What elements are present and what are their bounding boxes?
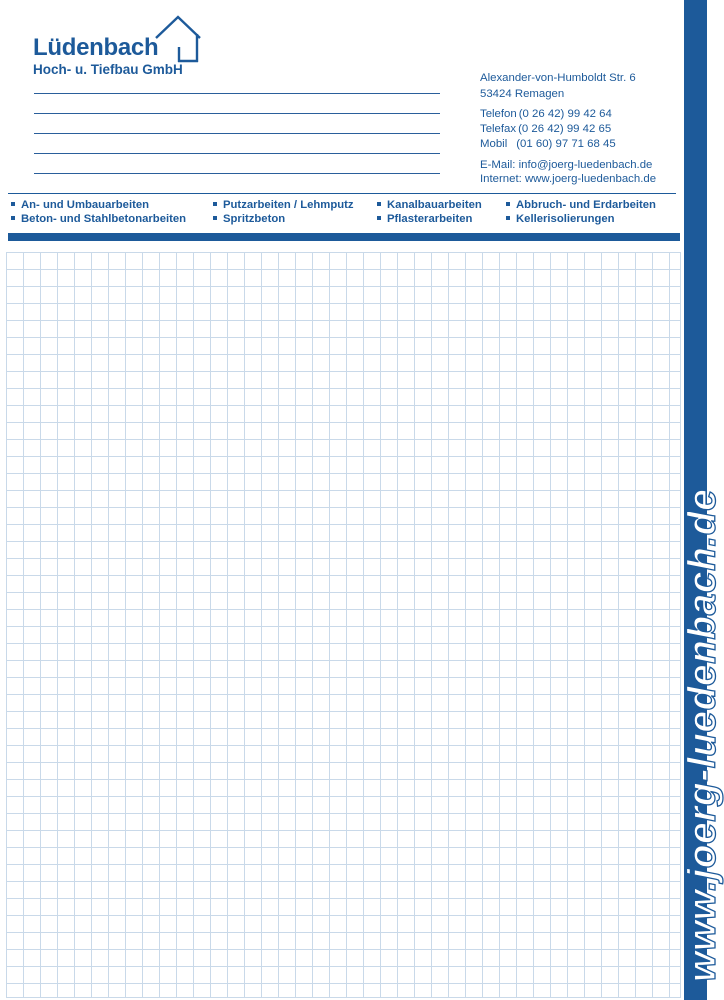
fax-value: (0 26 42) 99 42 65 bbox=[518, 123, 612, 135]
service-item: Beton- und Stahlbetonarbeiten bbox=[11, 213, 186, 225]
service-item: Putzarbeiten / Lehmputz bbox=[213, 199, 354, 211]
bullet-icon bbox=[11, 202, 15, 206]
address-line bbox=[34, 153, 440, 154]
company-name: Lüdenbach bbox=[33, 34, 159, 61]
address-line bbox=[34, 173, 440, 174]
header-bar bbox=[8, 233, 680, 241]
bullet-icon bbox=[11, 216, 15, 220]
phone-value: (0 26 42) 99 42 64 bbox=[518, 108, 612, 120]
address-line bbox=[34, 93, 440, 94]
contact-phone bbox=[480, 108, 612, 120]
mobile-label: Mobil bbox=[480, 138, 508, 150]
service-item: Spritzbeton bbox=[213, 213, 285, 225]
service-item: Pflasterarbeiten bbox=[377, 213, 472, 225]
fax-label: Telefax bbox=[480, 123, 517, 135]
service-item: Kellerisolierungen bbox=[506, 213, 615, 225]
phone-label: Telefon bbox=[480, 108, 517, 120]
company-subtitle: Hoch- u. Tiefbau GmbH bbox=[33, 62, 183, 77]
grid-writing-area bbox=[6, 252, 681, 998]
side-website-url: www.joerg-luedenbach.de bbox=[681, 488, 724, 982]
mobile-value: (01 60) 97 71 68 45 bbox=[516, 138, 616, 150]
contact-internet: Internet: www.joerg-luedenbach.de bbox=[480, 173, 657, 185]
company-logo bbox=[30, 14, 210, 78]
contact-fax bbox=[480, 123, 611, 135]
contact-city: 53424 Remagen bbox=[480, 88, 565, 100]
bullet-icon bbox=[377, 202, 381, 206]
service-item: Kanalbauarbeiten bbox=[377, 199, 482, 211]
contact-mobile bbox=[480, 138, 616, 150]
address-line bbox=[34, 113, 440, 114]
address-line bbox=[34, 133, 440, 134]
bullet-icon bbox=[506, 216, 510, 220]
bullet-icon bbox=[506, 202, 510, 206]
header-divider bbox=[8, 193, 676, 194]
house-icon bbox=[153, 14, 203, 64]
bullet-icon bbox=[213, 216, 217, 220]
contact-email: E-Mail: info@joerg-luedenbach.de bbox=[480, 159, 653, 171]
service-item: An- und Umbauarbeiten bbox=[11, 199, 149, 211]
bullet-icon bbox=[213, 202, 217, 206]
contact-street: Alexander-von-Humboldt Str. 6 bbox=[480, 72, 636, 84]
service-item: Abbruch- und Erdarbeiten bbox=[506, 199, 656, 211]
bullet-icon bbox=[377, 216, 381, 220]
